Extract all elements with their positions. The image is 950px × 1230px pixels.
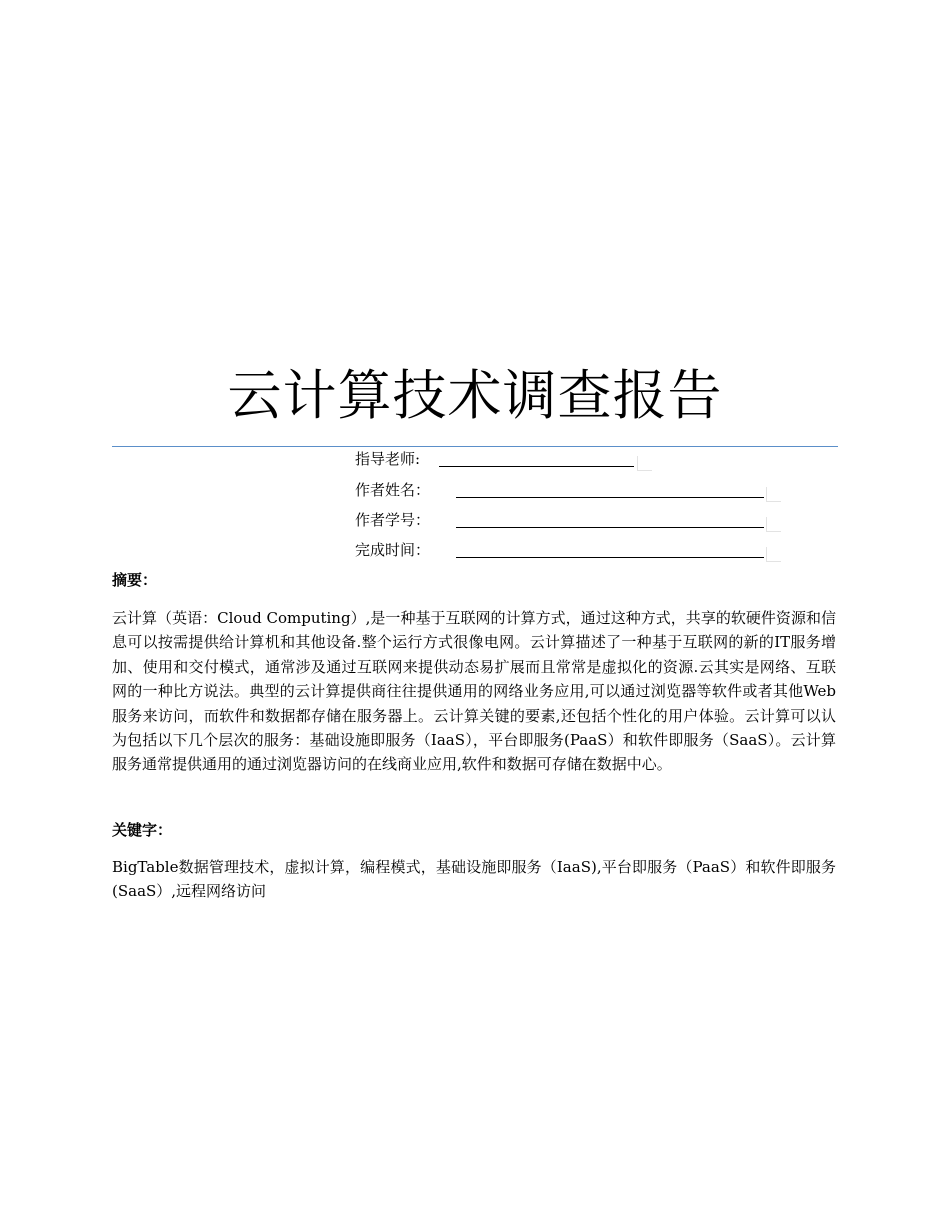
abstract-paragraph: 云计算（英语：Cloud Computing）,是一种基于互联网的计算方式，通过这种方式，共享的软硬件资源和信息可以按需提供给计算机和其他设备.整个运行方式很像电网。云计算描述了一种基于互联网的新的IT服务增加、使用和交付模式，通常涉及通过互联网来提供动态易扩展而且常常是虚拟化的资源.云其实是网络、互联网的一种比方说法。典型的云计算提供商往往提供通用的网络业务应用,可以通过浏览器等软件或者其他Web服务来访问，而软件和数据都存储在服务器上。云计算关键的要素,还包括个性化的用户体验。云计算可以认为包括以下几个层次的服务：基础设施即服务（IaaS），平台即服务(PaaS）和软件即服务（SaaS）。云计算服务通常提供通用的通过浏览器访问的在线商业应用,软件和数据可存储在数据中心。: [112, 609, 836, 774]
title-underline-rule: [112, 446, 838, 447]
paragraph-mark-icon: [766, 487, 781, 502]
meta-field-author-name-blank: [456, 497, 764, 498]
keywords-heading: 关键字：: [112, 821, 173, 839]
meta-field-student-id-blank: [456, 527, 764, 528]
paragraph-mark-icon: [766, 547, 781, 562]
abstract-heading: 摘要：: [112, 571, 158, 589]
meta-label-student-id: 作者学号：: [355, 511, 431, 529]
meta-field-advisor-blank: [439, 466, 634, 467]
meta-label-author-name: 作者姓名：: [355, 481, 431, 499]
meta-label-advisor: 指导老师:: [355, 450, 421, 468]
paragraph-mark-icon: [766, 517, 781, 532]
meta-field-completion-date-blank: [456, 557, 764, 558]
paragraph-mark-icon: [637, 456, 652, 471]
meta-label-completion-date: 完成时间：: [355, 541, 431, 559]
keywords-paragraph: BigTable数据管理技术，虚拟计算，编程模式，基础设施即服务（IaaS),平台即服务（PaaS）和软件即服务(SaaS）,远程网络访问: [112, 858, 836, 901]
document-title: 云计算技术调查报告: [227, 364, 723, 427]
